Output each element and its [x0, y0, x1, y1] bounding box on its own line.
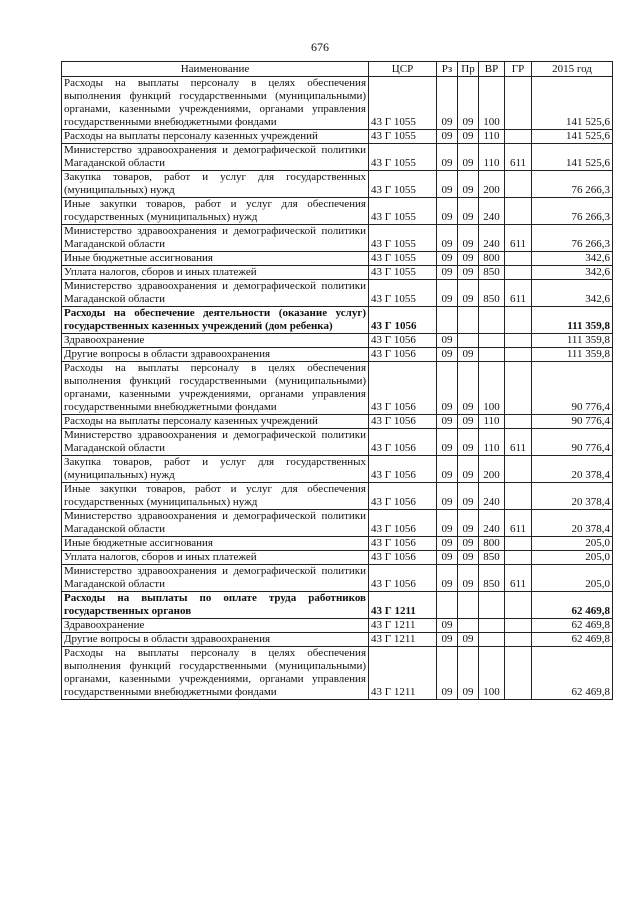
row-name-cell: Расходы на выплаты персоналу казенных учреждений [62, 130, 369, 144]
table-row [62, 198, 613, 225]
row-vr-cell: 200 [479, 456, 505, 483]
row-vr-cell [479, 592, 505, 619]
row-pr-cell: 09 [458, 280, 479, 307]
row-vr-cell: 110 [479, 144, 505, 171]
row-amount-cell: 111 359,8 [532, 307, 613, 334]
row-csr-cell: 43 Г 1211 [369, 619, 437, 633]
row-gr-cell [505, 362, 532, 415]
row-rz-cell: 09 [437, 266, 458, 280]
row-amount-cell: 342,6 [532, 280, 613, 307]
row-pr-cell: 09 [458, 171, 479, 198]
row-vr-cell [479, 633, 505, 647]
row-name-cell: Уплата налогов, сборов и иных платежей [62, 266, 369, 280]
row-name-cell: Иные закупки товаров, работ и услуг для обеспечения государственных (муниципальных) нужд [62, 483, 369, 510]
row-gr-cell [505, 415, 532, 429]
header-csr: ЦСР [369, 62, 437, 77]
row-vr-cell: 800 [479, 537, 505, 551]
row-name-cell: Министерство здравоохранения и демографической политики Магаданской области [62, 225, 369, 252]
row-csr-cell: 43 Г 1055 [369, 77, 437, 130]
row-gr-cell: 611 [505, 565, 532, 592]
row-amount-cell: 76 266,3 [532, 171, 613, 198]
row-csr-cell: 43 Г 1055 [369, 266, 437, 280]
row-rz-cell: 09 [437, 429, 458, 456]
row-vr-cell: 100 [479, 77, 505, 130]
row-name-cell: Министерство здравоохранения и демографической политики Магаданской области [62, 280, 369, 307]
row-pr-cell [458, 334, 479, 348]
header-pr: Пр [458, 62, 479, 77]
row-rz-cell: 09 [437, 647, 458, 700]
row-pr-cell: 09 [458, 483, 479, 510]
row-rz-cell: 09 [437, 551, 458, 565]
row-vr-cell: 240 [479, 510, 505, 537]
table-row [62, 144, 613, 171]
row-vr-cell: 200 [479, 171, 505, 198]
row-rz-cell: 09 [437, 565, 458, 592]
row-csr-cell: 43 Г 1056 [369, 348, 437, 362]
table-row [62, 456, 613, 483]
row-rz-cell: 09 [437, 415, 458, 429]
row-csr-cell: 43 Г 1056 [369, 483, 437, 510]
row-gr-cell [505, 551, 532, 565]
header-rz: Рз [437, 62, 458, 77]
row-csr-cell: 43 Г 1056 [369, 510, 437, 537]
row-csr-cell: 43 Г 1211 [369, 647, 437, 700]
row-amount-cell: 76 266,3 [532, 225, 613, 252]
table-row [62, 334, 613, 348]
row-pr-cell: 09 [458, 551, 479, 565]
row-csr-cell: 43 Г 1056 [369, 362, 437, 415]
row-vr-cell [479, 334, 505, 348]
row-name-cell: Министерство здравоохранения и демографической политики Магаданской области [62, 429, 369, 456]
row-pr-cell: 09 [458, 429, 479, 456]
row-pr-cell [458, 307, 479, 334]
row-amount-cell: 205,0 [532, 551, 613, 565]
row-amount-cell: 76 266,3 [532, 198, 613, 225]
row-pr-cell: 09 [458, 633, 479, 647]
row-amount-cell: 90 776,4 [532, 362, 613, 415]
row-name-cell: Закупка товаров, работ и услуг для государственных (муниципальных) нужд [62, 456, 369, 483]
row-name-cell: Расходы на выплаты персоналу в целях обеспечения выполнения функций государственными (муниципальными) органами, казенными учреждениями, органами управления государственными внебюджетными фондами [62, 647, 369, 700]
row-csr-cell: 43 Г 1211 [369, 592, 437, 619]
row-pr-cell [458, 619, 479, 633]
row-amount-cell: 141 525,6 [532, 130, 613, 144]
row-pr-cell: 09 [458, 415, 479, 429]
row-gr-cell [505, 252, 532, 266]
row-pr-cell: 09 [458, 144, 479, 171]
row-pr-cell: 09 [458, 537, 479, 551]
row-csr-cell: 43 Г 1056 [369, 334, 437, 348]
row-amount-cell: 62 469,8 [532, 633, 613, 647]
row-amount-cell: 62 469,8 [532, 647, 613, 700]
row-rz-cell: 09 [437, 252, 458, 266]
table-row [62, 415, 613, 429]
row-vr-cell: 800 [479, 252, 505, 266]
row-name-cell: Уплата налогов, сборов и иных платежей [62, 551, 369, 565]
row-amount-cell: 20 378,4 [532, 456, 613, 483]
row-vr-cell: 850 [479, 266, 505, 280]
table-header-row [62, 62, 613, 77]
row-pr-cell: 09 [458, 198, 479, 225]
row-amount-cell: 90 776,4 [532, 429, 613, 456]
row-name-cell: Здравоохранение [62, 334, 369, 348]
row-pr-cell: 09 [458, 362, 479, 415]
row-name-cell: Расходы на выплаты персоналу в целях обеспечения выполнения функций государственными (муниципальными) органами, казенными учреждениями, органами управления государственными внебюджетными фондами [62, 77, 369, 130]
row-gr-cell [505, 334, 532, 348]
row-vr-cell: 850 [479, 565, 505, 592]
row-rz-cell: 09 [437, 619, 458, 633]
table-row [62, 130, 613, 144]
row-rz-cell: 09 [437, 483, 458, 510]
header-vr: ВР [479, 62, 505, 77]
row-csr-cell: 43 Г 1055 [369, 225, 437, 252]
row-pr-cell: 09 [458, 510, 479, 537]
table-row [62, 633, 613, 647]
row-vr-cell: 110 [479, 429, 505, 456]
row-vr-cell: 850 [479, 280, 505, 307]
row-gr-cell [505, 633, 532, 647]
table-row [62, 551, 613, 565]
row-name-cell: Другие вопросы в области здравоохранения [62, 633, 369, 647]
row-rz-cell: 09 [437, 198, 458, 225]
row-rz-cell: 09 [437, 77, 458, 130]
table-row [62, 592, 613, 619]
row-amount-cell: 90 776,4 [532, 415, 613, 429]
row-rz-cell: 09 [437, 362, 458, 415]
row-amount-cell: 342,6 [532, 266, 613, 280]
row-rz-cell [437, 307, 458, 334]
row-gr-cell [505, 348, 532, 362]
row-name-cell: Расходы на выплаты по оплате труда работников государственных органов [62, 592, 369, 619]
table-row [62, 619, 613, 633]
row-amount-cell: 205,0 [532, 565, 613, 592]
table-row [62, 252, 613, 266]
row-name-cell: Иные бюджетные ассигнования [62, 537, 369, 551]
row-amount-cell: 342,6 [532, 252, 613, 266]
row-pr-cell [458, 592, 479, 619]
table-row [62, 225, 613, 252]
row-vr-cell: 100 [479, 647, 505, 700]
row-name-cell: Расходы на выплаты персоналу казенных учреждений [62, 415, 369, 429]
row-rz-cell: 09 [437, 225, 458, 252]
table-row [62, 537, 613, 551]
row-csr-cell: 43 Г 1056 [369, 537, 437, 551]
row-csr-cell: 43 Г 1056 [369, 307, 437, 334]
row-pr-cell: 09 [458, 225, 479, 252]
row-csr-cell: 43 Г 1055 [369, 198, 437, 225]
row-amount-cell: 111 359,8 [532, 348, 613, 362]
row-csr-cell: 43 Г 1055 [369, 144, 437, 171]
header-gr: ГР [505, 62, 532, 77]
row-gr-cell [505, 592, 532, 619]
table-row [62, 362, 613, 415]
row-rz-cell: 09 [437, 334, 458, 348]
row-name-cell: Иные закупки товаров, работ и услуг для обеспечения государственных (муниципальных) нужд [62, 198, 369, 225]
row-gr-cell: 611 [505, 510, 532, 537]
header-name: Наименование [62, 62, 369, 77]
row-csr-cell: 43 Г 1055 [369, 280, 437, 307]
row-vr-cell: 240 [479, 225, 505, 252]
row-rz-cell: 09 [437, 348, 458, 362]
row-name-cell: Расходы на выплаты персоналу в целях обеспечения выполнения функций государственными (муниципальными) органами, казенными учреждениями, органами управления государственными внебюджетными фондами [62, 362, 369, 415]
row-gr-cell [505, 456, 532, 483]
row-gr-cell [505, 537, 532, 551]
row-gr-cell [505, 307, 532, 334]
row-gr-cell: 611 [505, 225, 532, 252]
row-amount-cell: 62 469,8 [532, 592, 613, 619]
row-gr-cell: 611 [505, 280, 532, 307]
table-row [62, 647, 613, 700]
table-row [62, 171, 613, 198]
row-name-cell: Министерство здравоохранения и демографической политики Магаданской области [62, 510, 369, 537]
row-gr-cell [505, 77, 532, 130]
row-rz-cell: 09 [437, 280, 458, 307]
row-name-cell: Другие вопросы в области здравоохранения [62, 348, 369, 362]
row-rz-cell: 09 [437, 456, 458, 483]
row-rz-cell: 09 [437, 633, 458, 647]
table-row [62, 510, 613, 537]
row-rz-cell: 09 [437, 510, 458, 537]
header-year: 2015 год [532, 62, 613, 77]
row-pr-cell: 09 [458, 266, 479, 280]
row-rz-cell: 09 [437, 144, 458, 171]
row-csr-cell: 43 Г 1056 [369, 551, 437, 565]
row-vr-cell: 850 [479, 551, 505, 565]
row-pr-cell: 09 [458, 565, 479, 592]
row-amount-cell: 141 525,6 [532, 77, 613, 130]
row-amount-cell: 62 469,8 [532, 619, 613, 633]
row-rz-cell: 09 [437, 171, 458, 198]
row-gr-cell [505, 198, 532, 225]
budget-table [61, 61, 613, 700]
row-name-cell: Здравоохранение [62, 619, 369, 633]
row-csr-cell: 43 Г 1056 [369, 565, 437, 592]
row-name-cell: Закупка товаров, работ и услуг для государственных (муниципальных) нужд [62, 171, 369, 198]
row-gr-cell [505, 483, 532, 510]
row-csr-cell: 43 Г 1055 [369, 171, 437, 198]
row-vr-cell: 110 [479, 130, 505, 144]
row-rz-cell [437, 592, 458, 619]
table-row [62, 565, 613, 592]
row-gr-cell [505, 266, 532, 280]
row-vr-cell [479, 348, 505, 362]
row-amount-cell: 141 525,6 [532, 144, 613, 171]
row-pr-cell: 09 [458, 456, 479, 483]
row-csr-cell: 43 Г 1056 [369, 429, 437, 456]
row-vr-cell: 240 [479, 483, 505, 510]
row-csr-cell: 43 Г 1056 [369, 456, 437, 483]
table-row [62, 483, 613, 510]
row-gr-cell: 611 [505, 144, 532, 171]
row-vr-cell: 100 [479, 362, 505, 415]
row-amount-cell: 20 378,4 [532, 510, 613, 537]
row-rz-cell: 09 [437, 130, 458, 144]
row-amount-cell: 205,0 [532, 537, 613, 551]
row-gr-cell: 611 [505, 429, 532, 456]
row-name-cell: Министерство здравоохранения и демографической политики Магаданской области [62, 565, 369, 592]
row-vr-cell [479, 619, 505, 633]
table-row [62, 280, 613, 307]
row-pr-cell: 09 [458, 252, 479, 266]
table-row [62, 429, 613, 456]
table-row [62, 348, 613, 362]
table-row [62, 266, 613, 280]
page-number: 676 [311, 40, 329, 54]
row-vr-cell: 240 [479, 198, 505, 225]
table-row [62, 307, 613, 334]
row-rz-cell: 09 [437, 537, 458, 551]
row-gr-cell [505, 647, 532, 700]
row-pr-cell: 09 [458, 130, 479, 144]
row-name-cell: Министерство здравоохранения и демографической политики Магаданской области [62, 144, 369, 171]
row-pr-cell: 09 [458, 647, 479, 700]
row-vr-cell [479, 307, 505, 334]
table-row [62, 77, 613, 130]
row-name-cell: Иные бюджетные ассигнования [62, 252, 369, 266]
row-gr-cell [505, 130, 532, 144]
row-amount-cell: 111 359,8 [532, 334, 613, 348]
row-pr-cell: 09 [458, 348, 479, 362]
row-gr-cell [505, 171, 532, 198]
row-gr-cell [505, 619, 532, 633]
row-csr-cell: 43 Г 1211 [369, 633, 437, 647]
row-name-cell: Расходы на обеспечение деятельности (оказание услуг) государственных казенных учреждений (дом ребенка) [62, 307, 369, 334]
row-csr-cell: 43 Г 1055 [369, 130, 437, 144]
row-pr-cell: 09 [458, 77, 479, 130]
row-amount-cell: 20 378,4 [532, 483, 613, 510]
table-body [62, 77, 613, 700]
row-csr-cell: 43 Г 1056 [369, 415, 437, 429]
row-csr-cell: 43 Г 1055 [369, 252, 437, 266]
row-vr-cell: 110 [479, 415, 505, 429]
